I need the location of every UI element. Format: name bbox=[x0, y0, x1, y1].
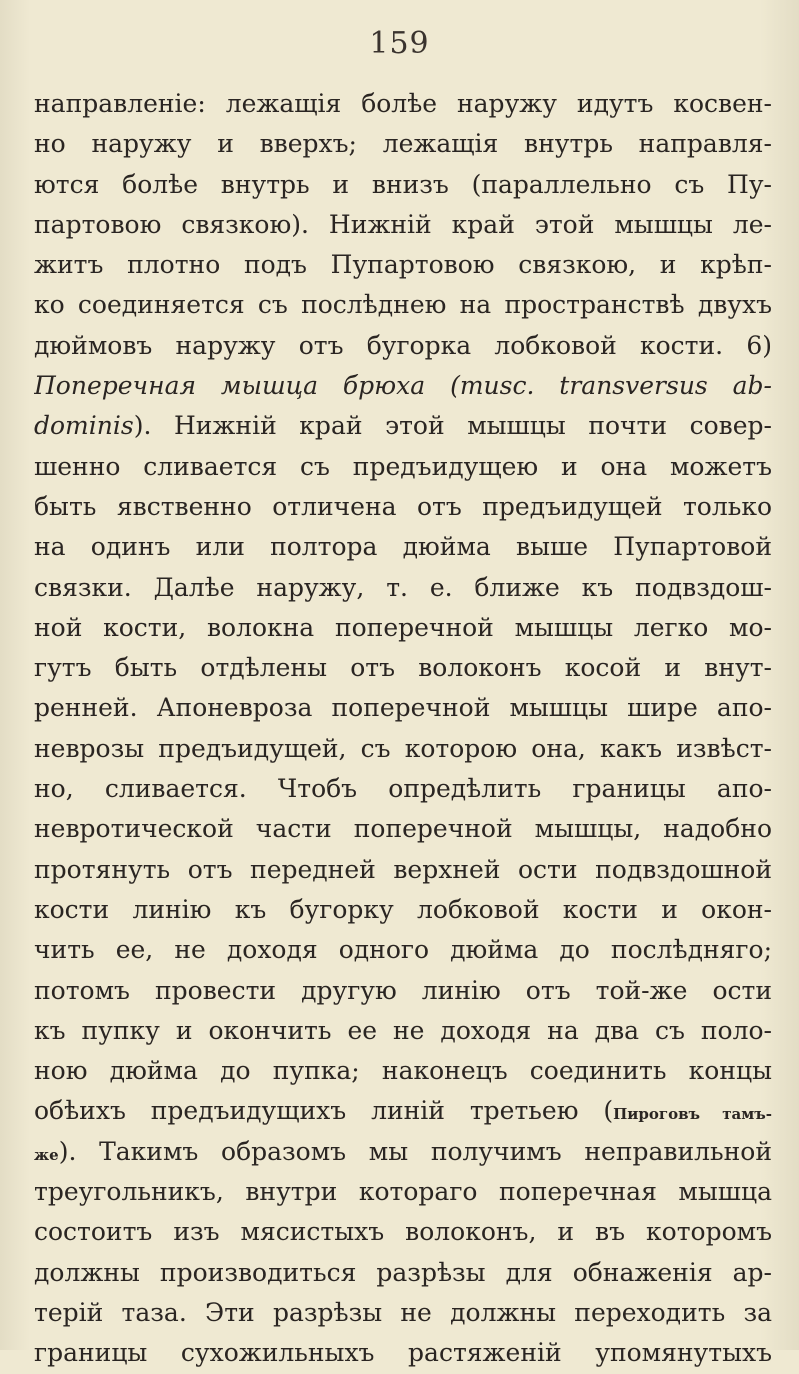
text-line-latin-term bbox=[34, 406, 772, 446]
text-line: протянуть отъ передней верхней ости подвздошной bbox=[34, 854, 772, 884]
text-line: ются болѣе внутрь и внизъ (параллельно съ Пу- bbox=[34, 169, 772, 199]
text-line: чить ее, не доходя одного дюйма до послѣдняго; bbox=[34, 935, 772, 965]
text-line: къ пупку и окончить ее не доходя на два съ поло- bbox=[34, 1015, 772, 1045]
text-line: быть явственно отличена отъ предъидущей только bbox=[34, 491, 772, 521]
text-line-citation bbox=[34, 1091, 772, 1131]
text-line: кости линію къ бугорку лобковой кости и окон- bbox=[34, 894, 772, 924]
text-line: на одинъ или полтора дюйма выше Пупартовой bbox=[34, 532, 772, 562]
text-line: партовою связкою). Нижній край этой мышцы ле- bbox=[34, 209, 772, 239]
latin-term: dominis bbox=[34, 411, 134, 441]
text-line-citation-end bbox=[34, 1132, 772, 1172]
text-line: должны производиться разрѣзы для обнаженія ар- bbox=[34, 1257, 772, 1287]
text-line-rest: ). Такимъ образомъ мы получимъ неправильной bbox=[58, 1136, 772, 1166]
text-line: ко соединяется съ послѣднею на пространствѣ двухъ bbox=[34, 290, 772, 320]
text-line: неврозы предъидущей, съ которою она, какъ извѣст- bbox=[34, 733, 772, 763]
text-line: шенно сливается съ предъидущею и она можетъ bbox=[34, 451, 772, 481]
text-line: гутъ быть отдѣлены отъ волоконъ косой и внут- bbox=[34, 653, 772, 683]
text-line: связки. Далѣе наружу, т. е. ближе къ подвздош- bbox=[34, 572, 772, 602]
text-line: потомъ провести другую линію отъ той-же ости bbox=[34, 975, 772, 1005]
text-line: ренней. Апоневроза поперечной мышцы шире апо- bbox=[34, 693, 772, 723]
text-line: невротической части поперечной мышцы, надобно bbox=[34, 814, 772, 844]
text-line: ною дюйма до пупка; наконецъ соединить концы bbox=[34, 1056, 772, 1086]
text-line: дюймовъ наружу отъ бугорка лобковой кости. 6) bbox=[34, 330, 772, 360]
page-number: 159 bbox=[369, 26, 430, 61]
citation-text-end: же bbox=[34, 1145, 59, 1164]
text-line: но, сливается. Чтобъ опредѣлить границы апо- bbox=[34, 774, 772, 804]
text-line-italic-heading: Поперечная мышца брюха (musc. transversus ab- bbox=[34, 371, 772, 401]
text-line-rest: ). Нижній край этой мышцы почти совер- bbox=[133, 411, 772, 441]
text-line-main: обѣихъ предъидущихъ линій третьею ( bbox=[34, 1096, 614, 1126]
text-line: треугольникъ, внутри котораго поперечная мышца bbox=[34, 1177, 772, 1207]
text-line: состоитъ изъ мясистыхъ волоконъ, и въ которомъ bbox=[34, 1217, 772, 1247]
text-line: но наружу и вверхъ; лежащія внутрь направля- bbox=[34, 129, 772, 159]
text-line: ной кости, волокна поперечной мышцы легко мо- bbox=[34, 612, 772, 642]
text-line: житъ плотно подъ Пупартовою связкою, и крѣп- bbox=[34, 250, 772, 280]
citation-text: Пироговъ тамъ- bbox=[613, 1105, 772, 1124]
body-text bbox=[34, 84, 772, 1374]
text-line: терій таза. Эти разрѣзы не должны переходить за bbox=[34, 1297, 772, 1327]
text-line: границы сухожильныхъ растяженій упомянутыхъ bbox=[34, 1338, 772, 1368]
text-line: направленіе: лежащія болѣе наружу идутъ косвен- bbox=[34, 89, 772, 118]
